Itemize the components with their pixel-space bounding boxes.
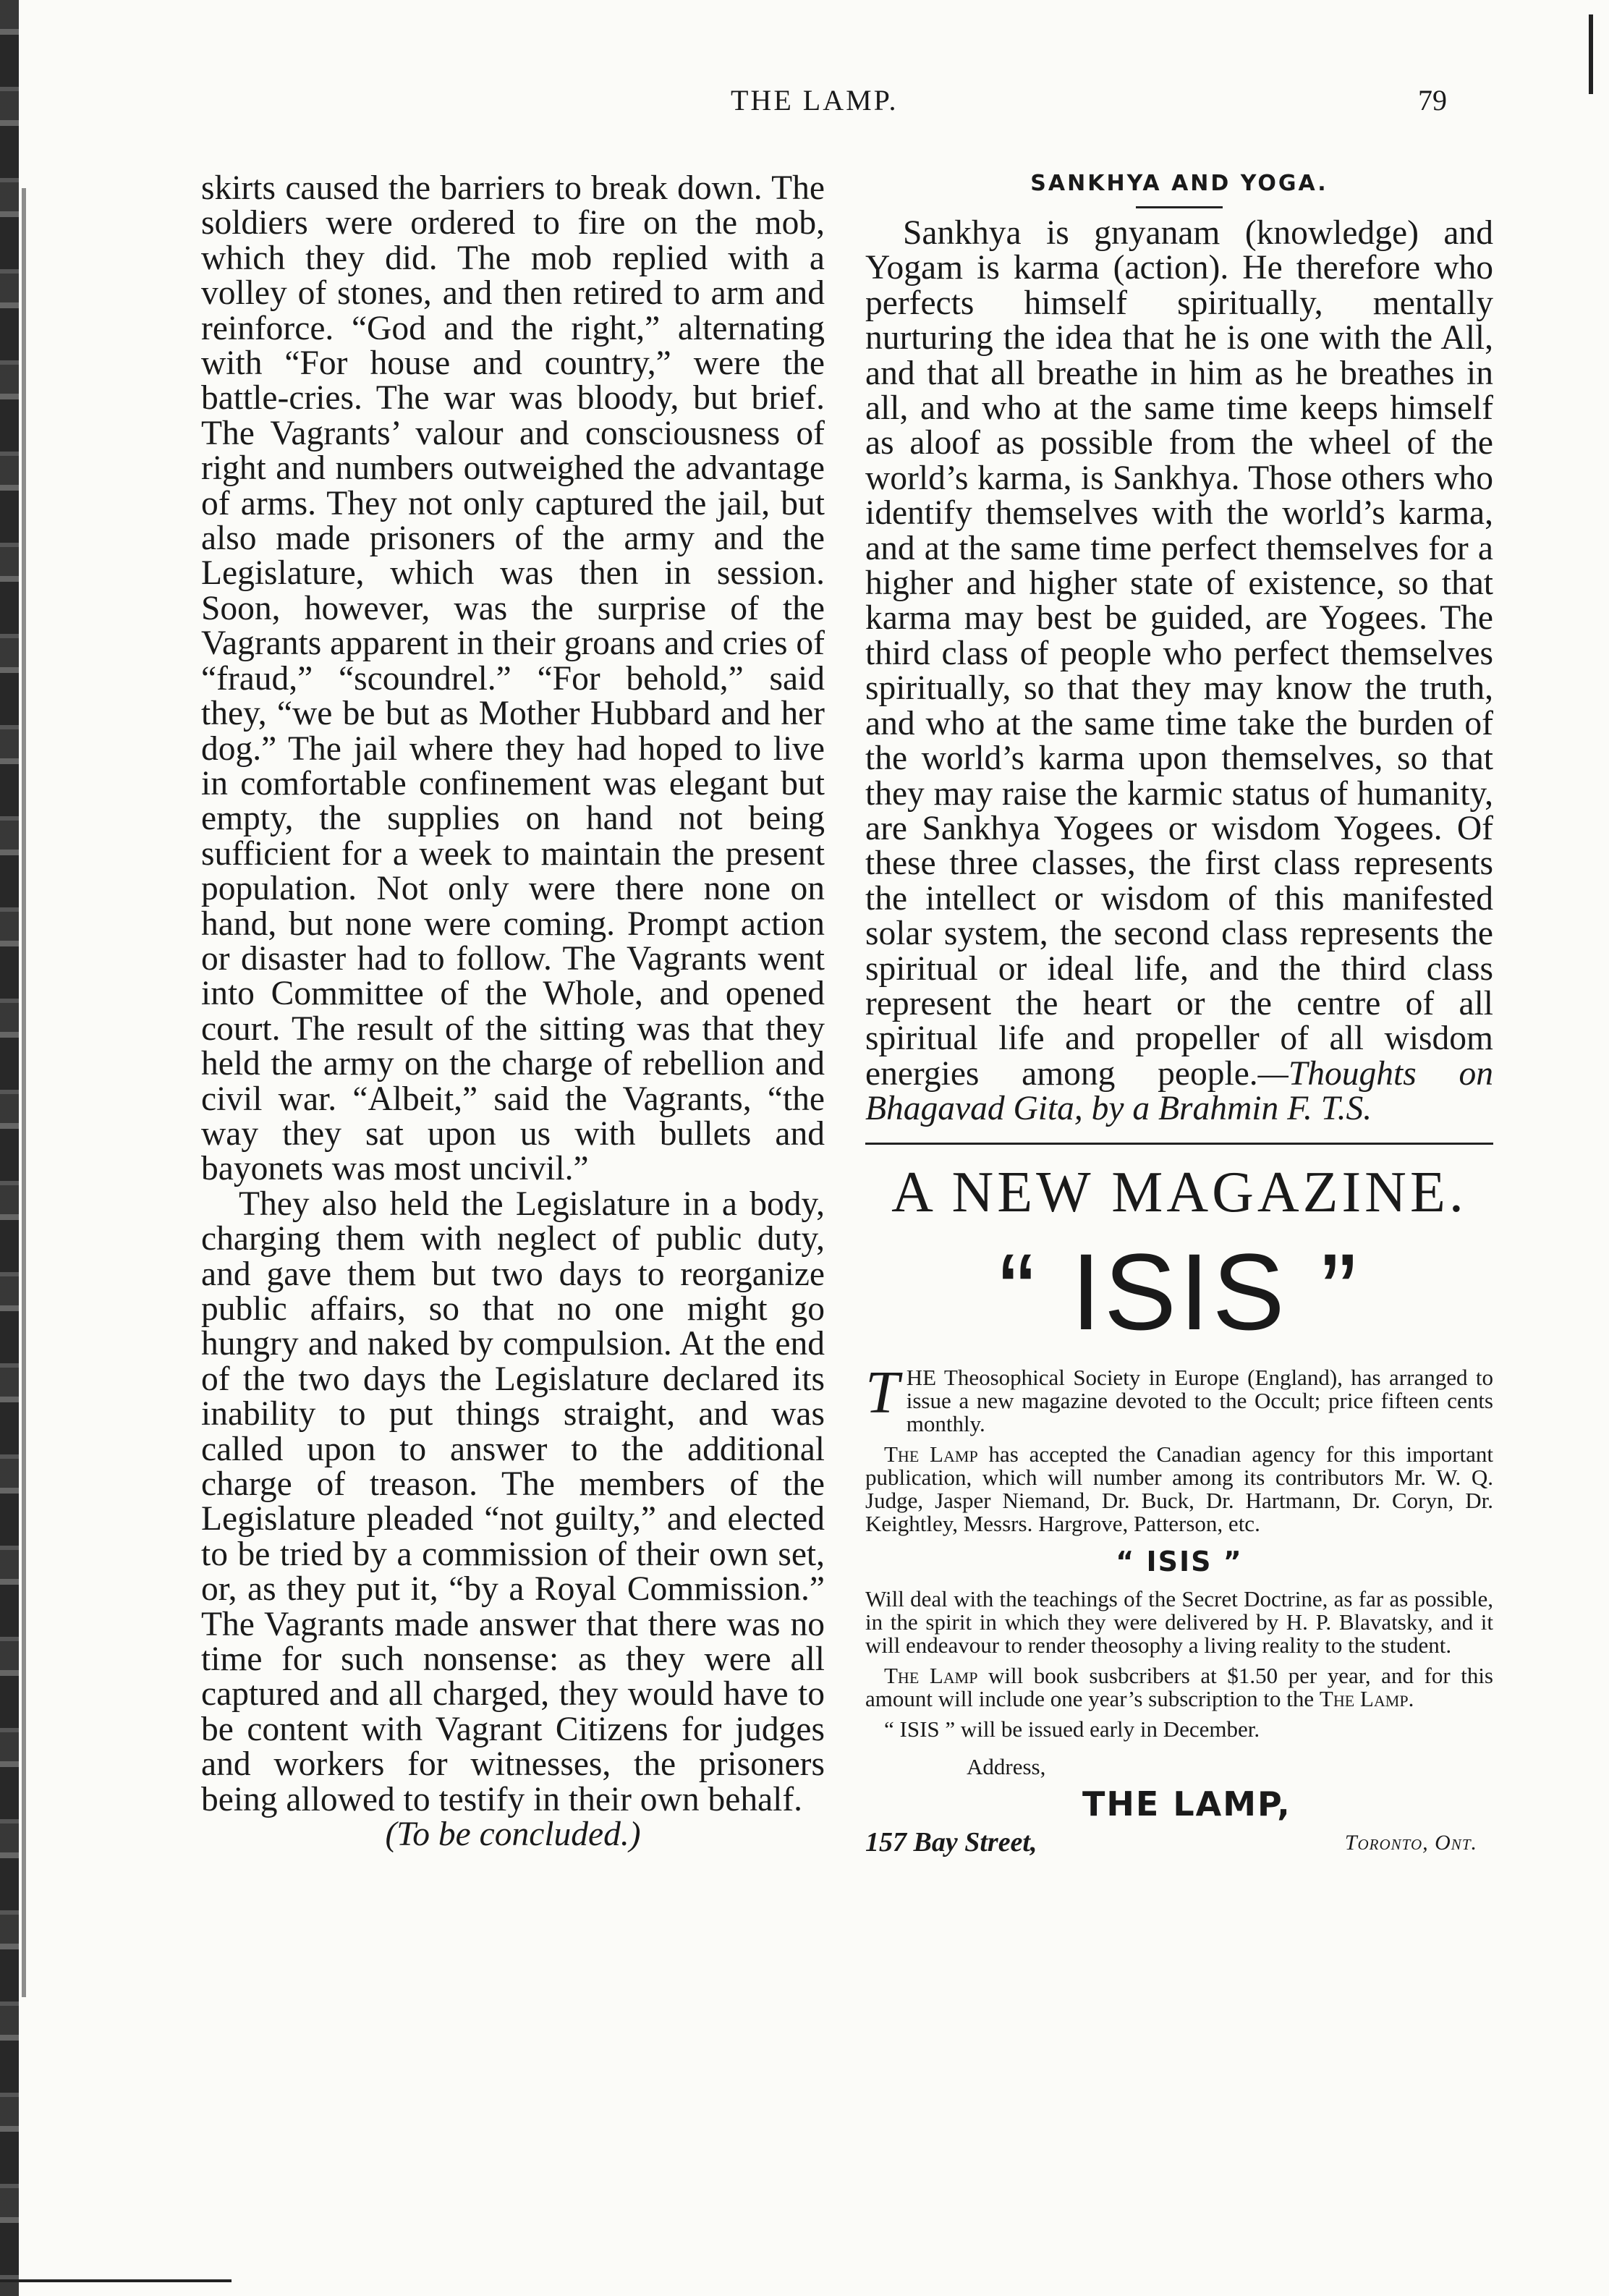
city: Toronto, Ont.	[1344, 1830, 1477, 1855]
running-head: THE LAMP.	[731, 84, 899, 117]
page-binding-edge	[0, 0, 19, 2296]
address-line	[865, 1826, 1493, 1858]
page-binding-shadow	[22, 188, 26, 1997]
body-text: Sankhya is gnyanam (knowledge) and Yogam is karma (action). He therefore who perfects himself spiritually, mentally nurturing the idea that he is one with the All, and that all breathe in him as he breathes in all, and who at the same time keeps himself as aloof as possible from the wheel of the world’s karma, is Sankhya. Those others who identify themselves with the world’s karma, and at the same time perfect themselves for a higher and higher state of existence, so that karma may best be guided, are Yogees. The third class of people who perfect themselves spiritually, so that they may know the truth, and who at the same time take the burden of the world’s karma upon themselves, so that they may raise the karmic status of humanity, are Sankhya Yogees or wisdom Yogees. Of these three classes, the first class represents the intellect or wisdom of this manifested solar system, the second class represents the spiritual or ideal life, and the third class represent the heart or the centre of all spiritual life and propeller of all wisdom energies among people.	[865, 214, 1493, 1093]
right-column	[865, 171, 1493, 1858]
sankhya-paragraph	[865, 216, 1493, 1127]
ad-paragraph: Will deal with the teachings of the Secret Doctrine, as far as possible, in the spirit in which they were delivered by H. P. Blavatsky, and it will endeavour to render theosophy a living reality to the student.	[865, 1585, 1493, 1658]
bottom-edge-mark	[0, 2279, 232, 2282]
section-heading: SANKHYA AND YOGA.	[1030, 171, 1328, 196]
ad-paragraph: The Lamp has accepted the Canadian agency for this important publication, which will number among its contributors Mr. W. Q. Judge, Jasper Niemand, Dr. Buck, Dr. Hartmann, Dr. Coryn, Dr. Keightley, Messrs. Hargrove, Patterson, etc.	[865, 1441, 1493, 1536]
paragraph: skirts caused the barriers to break down. The soldiers were ordered to fire on the mob, which they did. The mob replied with a volley of stones, and then retired to arm and reinforce. “God and the right,” alternating with “For house and country,” were the battle-cries. The war was bloody, but brief. The Vagrants’ valour and consciousness of right and numbers outweighed the advantage of arms. They not only captured the jail, but also made prisoners of the army and the Legislature, which was then in session. Soon, however, was the surprise of the Vagrants apparent in their groans and cries of “fraud,” “scoundrel.” “For behold,” said they, “we be but as Mother Hubbard and her dog.” The jail where they had hoped to live in comfortable confinement was elegant but empty, the supplies on hand not being sufficient for a week to maintain the present population. Not only were there none on hand, but none were coming. Prompt action or disaster had to follow. The Vagrants went into Committee of the Whole, and opened court. The result of the sitting was that they held the army on the charge of rebellion and civil war. “Albeit,” said the Vagrants, “the way they sat upon us with bullets and bayonets was most uncivil.”	[201, 169, 825, 1188]
paragraph: They also held the Legislature in a body, charging them with neglect of public duty, and gave them but two days to reorganize public affairs, so that no one might go hungry and naked by compulsion. At the end of the two days the Legislature declared its inability to put things straight, and was called upon to answer to the additional charge of treason. The members of the Legislature pleaded “not guilty,” and elected to be tried by a commission of their own set, or, as they put it, “by a Royal Commission.” The Vagrants made answer that there was no time for such nonsense: as they were all captured and all charged, they would have to be content with Vagrant Citizens for judges and workers for witnesses, the prisoners being allowed to testify in their own behalf.	[201, 1185, 825, 1818]
address-label: Address,	[967, 1753, 1046, 1779]
page-number: 79	[1418, 84, 1447, 117]
ad-paragraph: “ ISIS ” will be issued early in December.	[884, 1716, 1260, 1742]
to-be-concluded: (To be concluded.)	[385, 1816, 641, 1854]
drop-cap: T	[865, 1358, 899, 1426]
magazine-name-small: “ ISIS ”	[1116, 1545, 1243, 1577]
advertisement	[865, 1162, 1493, 1858]
left-column	[201, 171, 825, 1852]
street-address: 157 Bay Street,	[865, 1826, 1037, 1857]
magazine-name: “ ISIS ”	[998, 1230, 1360, 1352]
edge-mark	[1589, 14, 1593, 94]
ad-paragraph: THE Theosophical Society in Europe (England), has arranged to issue a new magazine devoted to the Occult; price fifteen cents monthly.	[865, 1358, 1493, 1436]
ad-paragraph: The Lamp will book susbcribers at $1.50 per year, and for this amount will include one year’s subscription to the The Lamp.	[865, 1662, 1493, 1711]
attribution: —Thoughts on Bhagavad Gita, by a Brahmin F. T.S.	[865, 1054, 1493, 1128]
divider	[1136, 206, 1223, 208]
divider	[865, 1143, 1493, 1145]
ad-title: A NEW MAGAZINE.	[891, 1160, 1467, 1224]
publisher-name: THE LAMP,	[1082, 1784, 1291, 1823]
